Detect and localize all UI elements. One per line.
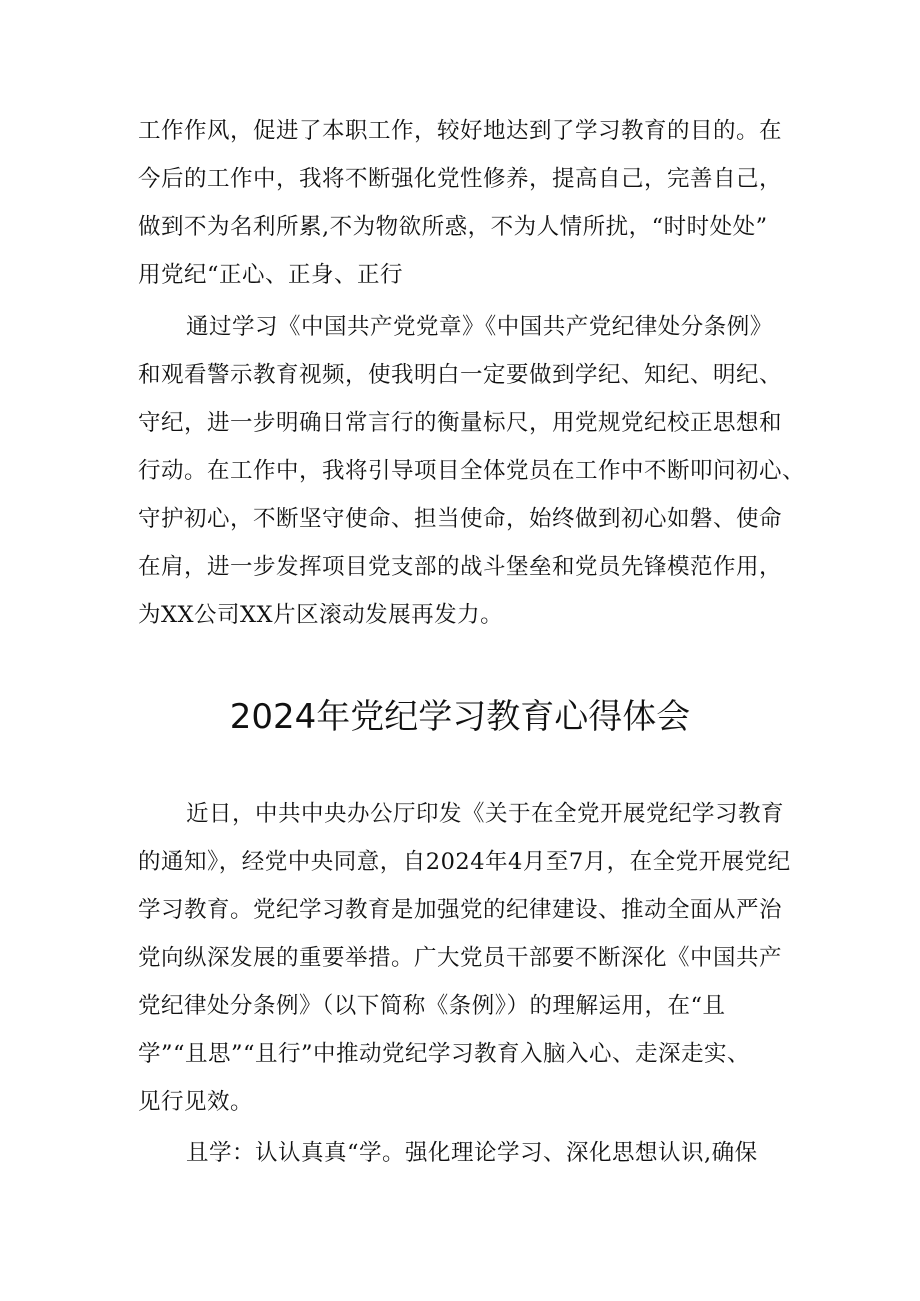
text-line: 守纪，进一步明确日常言行的衡量标尺，用党规党纪校正思想和	[138, 410, 783, 436]
text-line: 通过学习《中国共产党党章》《中国共产党纪律处分条例》	[186, 314, 773, 340]
text-line: 今后的工作中，我将不断强化党性修养，提高自己，完善自己，	[138, 166, 783, 192]
text-line: 学习教育。党纪学习教育是加强党的纪律建设、推动全面从严治	[138, 897, 783, 923]
text-line: 近日，中共中央办公厅印发《关于在全党开展党纪学习教育	[186, 801, 785, 827]
text-line: 守护初心，不断坚守使命、担当使命，始终做到初心如磐、使命	[138, 506, 783, 532]
text-line: 工作作风，促进了本职工作，较好地达到了学习教育的目的。在	[138, 118, 783, 144]
text-line: 的通知》，经党中央同意，自2024年4月至7月，在全党开展党纪	[138, 849, 791, 875]
text-line: 行动。在工作中，我将引导项目全体党员在工作中不断叩问初心、	[138, 458, 806, 484]
text-line: 党纪律处分条例》（以下简称《条例》）的理解运用，在“且	[138, 993, 726, 1019]
text-line: 做到不为名利所累,不为物欲所惑，不为人情所扰，“时时处处”	[138, 214, 768, 240]
document-title: 2024年党纪学习教育心得体会	[229, 697, 691, 737]
text-line: 为XX公司XX片区滚动发展再发力。	[138, 602, 504, 628]
text-line: 用党纪“正心、正身、正行	[138, 262, 404, 288]
text-line: 和观看警示教育视频，使我明白一定要做到学纪、知纪、明纪、	[138, 362, 783, 388]
text-line: 学”“且思”“且行”中推动党纪学习教育入脑入心、走深走实、	[138, 1041, 751, 1067]
text-line: 且学：认认真真“学。强化理论学习、深化思想认识,确保	[186, 1140, 758, 1166]
text-line: 在肩，进一步发挥项目党支部的战斗堡垒和党员先锋模范作用，	[138, 554, 783, 580]
text-line: 见行见效。	[138, 1089, 254, 1115]
text-line: 党向纵深发展的重要举措。广大党员干部要不断深化《中国共产	[138, 945, 783, 971]
